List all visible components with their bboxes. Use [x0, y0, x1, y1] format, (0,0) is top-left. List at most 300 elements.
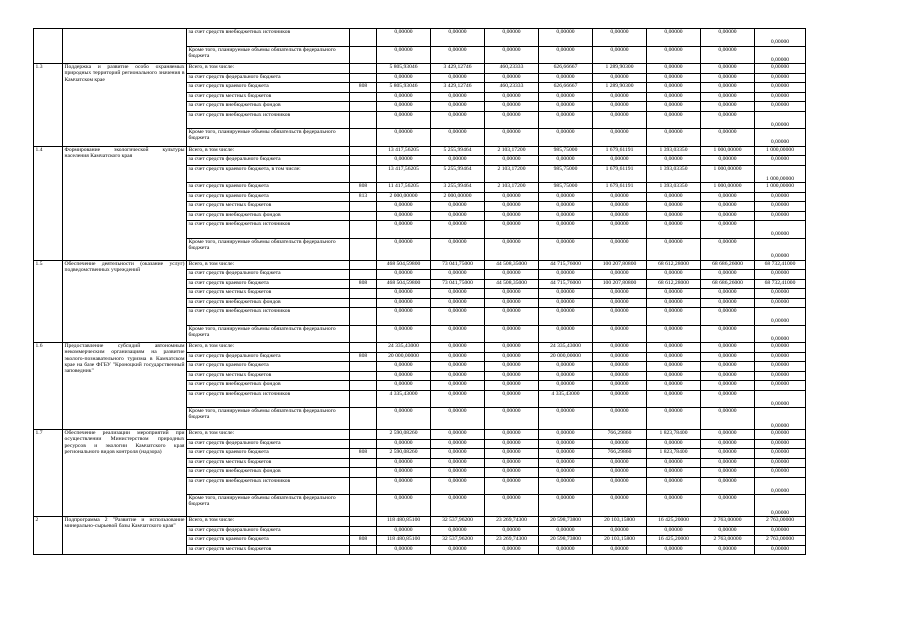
- amount-cell: 3 429,12746: [431, 83, 485, 93]
- table-row: [34, 343, 806, 353]
- amount-cell: 0,00000: [485, 289, 539, 299]
- amount-cell: 44 508,35000: [485, 279, 539, 289]
- amount-cell: 0,00000: [431, 449, 485, 459]
- amount-cell: 0,00000: [431, 381, 485, 391]
- amount-cell: 0,00000: [593, 343, 647, 353]
- funding-source-label: за счет средств местных бюджетов: [187, 92, 350, 102]
- amount-cell: 0,00000: [701, 495, 755, 517]
- budget-code: [350, 211, 377, 221]
- funding-source-label: Всего, в том числе:: [187, 146, 350, 156]
- amount-cell: 0,00000: [755, 211, 806, 221]
- amount-cell: 0,00000: [485, 192, 539, 202]
- amount-cell: 0,00000: [647, 343, 701, 353]
- amount-cell: 0,00000: [755, 381, 806, 391]
- amount-cell: 0,00000: [701, 408, 755, 430]
- amount-cell: 20 598,73800: [539, 536, 593, 546]
- funding-source-label: за счет средств краевого бюджета, в том числе:: [187, 165, 350, 183]
- amount-cell: 468 504,59800: [377, 260, 431, 270]
- funding-source-label: за счет средств краевого бюджета: [187, 362, 350, 372]
- amount-cell: 0,00000: [593, 371, 647, 381]
- amount-cell: 0,00000: [647, 545, 701, 555]
- amount-cell: 20 000,00000: [377, 352, 431, 362]
- amount-cell: 0,00000: [377, 381, 431, 391]
- amount-cell: 0,00000: [431, 343, 485, 353]
- amount-cell: 0,00000: [647, 129, 701, 147]
- funding-source-label: за счет средств внебюджетных источников: [187, 477, 350, 495]
- amount-cell: 0,00000: [593, 29, 647, 47]
- funding-source-label: за счет средств краевого бюджета: [187, 183, 350, 193]
- amount-cell: 0,00000: [377, 468, 431, 478]
- amount-cell: 0,00000: [755, 102, 806, 112]
- amount-cell: 32 537,96200: [431, 517, 485, 527]
- budget-code: [350, 238, 377, 260]
- amount-cell: 0,00000: [755, 439, 806, 449]
- amount-cell: 0,00000: [539, 371, 593, 381]
- amount-cell: 0,00000: [647, 83, 701, 93]
- amount-cell: 0,00000: [755, 362, 806, 372]
- amount-cell: 0,00000: [701, 449, 755, 459]
- item-number: 1.7: [34, 430, 63, 517]
- amount-cell: 0,00000: [485, 238, 539, 260]
- amount-cell: 20 103,15800: [593, 536, 647, 546]
- amount-cell: 0,00000: [485, 221, 539, 239]
- amount-cell: 0,00000: [647, 439, 701, 449]
- amount-cell: 0,00000: [701, 156, 755, 166]
- amount-cell: 0,00000: [647, 408, 701, 430]
- amount-cell: 0,00000: [701, 352, 755, 362]
- amount-cell: 0,00000: [431, 468, 485, 478]
- amount-cell: 0,00000: [539, 468, 593, 478]
- amount-cell: 2 103,17200: [485, 183, 539, 193]
- amount-cell: 0,00000: [701, 458, 755, 468]
- funding-source-label: Кроме того, планируемые объемы обязательств федерального бюджета: [187, 46, 350, 64]
- amount-cell: 0,00000: [485, 545, 539, 555]
- amount-cell: 0,00000: [485, 343, 539, 353]
- amount-cell: 0,00000: [539, 439, 593, 449]
- amount-cell: 0,00000: [539, 477, 593, 495]
- budget-code: [350, 517, 377, 527]
- amount-cell: 0,00000: [377, 211, 431, 221]
- amount-cell: 4 335,43000: [539, 390, 593, 408]
- amount-cell: 0,00000: [485, 46, 539, 64]
- amount-cell: 0,00000: [485, 449, 539, 459]
- budget-code: [350, 371, 377, 381]
- amount-cell: 0,00000: [377, 308, 431, 326]
- table-row: [34, 146, 806, 156]
- amount-cell: 0,00000: [647, 371, 701, 381]
- amount-cell: 1 000,00000: [701, 165, 755, 183]
- amount-cell: 20 000,00000: [539, 352, 593, 362]
- amount-cell: 0,00000: [539, 46, 593, 64]
- budget-code: [350, 325, 377, 343]
- amount-cell: 0,00000: [377, 111, 431, 129]
- amount-cell: 0,00000: [755, 92, 806, 102]
- amount-cell: 2 590,08260: [377, 430, 431, 440]
- item-number: 1.4: [34, 146, 63, 260]
- amount-cell: 118 480,85100: [377, 536, 431, 546]
- funding-source-label: за счет средств местных бюджетов: [187, 202, 350, 212]
- amount-cell: 0,00000: [647, 298, 701, 308]
- amount-cell: 0,00000: [593, 102, 647, 112]
- amount-cell: 0,00000: [755, 526, 806, 536]
- amount-cell: 0,00000: [647, 156, 701, 166]
- amount-cell: 23 269,74300: [485, 517, 539, 527]
- table-row: [34, 430, 806, 440]
- amount-cell: 0,00000: [431, 289, 485, 299]
- amount-cell: 20 103,15800: [593, 517, 647, 527]
- amount-cell: 0,00000: [593, 325, 647, 343]
- amount-cell: 1 000,00000: [701, 183, 755, 193]
- table-row: [34, 29, 806, 47]
- amount-cell: 0,00000: [755, 477, 806, 495]
- amount-cell: 0,00000: [701, 83, 755, 93]
- amount-cell: 0,00000: [593, 211, 647, 221]
- amount-cell: 0,00000: [755, 111, 806, 129]
- amount-cell: 0,00000: [377, 408, 431, 430]
- item-number: 1.5: [34, 260, 63, 343]
- amount-cell: 0,00000: [431, 238, 485, 260]
- amount-cell: 0,00000: [593, 545, 647, 555]
- amount-cell: 0,00000: [539, 270, 593, 280]
- funding-source-label: за счет средств внебюджетных источников: [187, 221, 350, 239]
- amount-cell: 0,00000: [485, 156, 539, 166]
- item-name: Поддержка и развитие особо охраняемых природных территорий регионального значения в Камчатском крае: [63, 64, 187, 147]
- budget-table: [33, 28, 806, 555]
- amount-cell: 0,00000: [593, 221, 647, 239]
- amount-cell: 0,00000: [485, 92, 539, 102]
- amount-cell: 0,00000: [539, 192, 593, 202]
- amount-cell: 5 805,93046: [377, 64, 431, 74]
- amount-cell: 0,00000: [431, 111, 485, 129]
- amount-cell: 626,66667: [539, 64, 593, 74]
- amount-cell: 2 000,00000: [377, 192, 431, 202]
- amount-cell: 0,00000: [647, 381, 701, 391]
- amount-cell: 0,00000: [377, 545, 431, 555]
- amount-cell: 32 537,96200: [431, 536, 485, 546]
- budget-code: [350, 362, 377, 372]
- amount-cell: 3 429,12746: [431, 64, 485, 74]
- amount-cell: 16 425,20000: [647, 536, 701, 546]
- amount-cell: 0,00000: [485, 102, 539, 112]
- amount-cell: 0,00000: [431, 298, 485, 308]
- amount-cell: 68 686,26000: [701, 279, 755, 289]
- item-number: 2: [34, 517, 63, 555]
- amount-cell: 0,00000: [539, 238, 593, 260]
- amount-cell: 0,00000: [431, 458, 485, 468]
- amount-cell: 0,00000: [539, 102, 593, 112]
- amount-cell: 0,00000: [593, 92, 647, 102]
- amount-cell: 0,00000: [701, 73, 755, 83]
- amount-cell: 0,00000: [755, 64, 806, 74]
- amount-cell: 0,00000: [593, 238, 647, 260]
- amount-cell: 0,00000: [593, 202, 647, 212]
- budget-code: [350, 439, 377, 449]
- amount-cell: 0,00000: [431, 308, 485, 326]
- amount-cell: 0,00000: [539, 381, 593, 391]
- amount-cell: 0,00000: [485, 325, 539, 343]
- budget-code: [350, 129, 377, 147]
- funding-source-label: за счет средств внебюджетных фондов: [187, 102, 350, 112]
- amount-cell: 0,00000: [377, 202, 431, 212]
- amount-cell: 0,00000: [539, 221, 593, 239]
- amount-cell: 100 207,80800: [593, 260, 647, 270]
- amount-cell: 0,00000: [485, 477, 539, 495]
- amount-cell: 0,00000: [377, 238, 431, 260]
- budget-code: [350, 221, 377, 239]
- funding-source-label: за счет средств местных бюджетов: [187, 289, 350, 299]
- amount-cell: 0,00000: [701, 545, 755, 555]
- amount-cell: 0,00000: [485, 308, 539, 326]
- amount-cell: 0,00000: [647, 270, 701, 280]
- funding-source-label: Кроме того, планируемые объемы обязательств федерального бюджета: [187, 325, 350, 343]
- amount-cell: 0,00000: [377, 102, 431, 112]
- amount-cell: 0,00000: [647, 362, 701, 372]
- amount-cell: 0,00000: [701, 289, 755, 299]
- amount-cell: 1 679,61191: [593, 146, 647, 156]
- budget-code: 808: [350, 83, 377, 93]
- amount-cell: 0,00000: [431, 92, 485, 102]
- amount-cell: 0,00000: [593, 270, 647, 280]
- amount-cell: 0,00000: [485, 526, 539, 536]
- amount-cell: 0,00000: [593, 298, 647, 308]
- amount-cell: 0,00000: [701, 439, 755, 449]
- amount-cell: 0,00000: [431, 477, 485, 495]
- amount-cell: 0,00000: [431, 362, 485, 372]
- amount-cell: 985,75000: [539, 183, 593, 193]
- amount-cell: 0,00000: [593, 46, 647, 64]
- amount-cell: 0,00000: [701, 477, 755, 495]
- amount-cell: 0,00000: [431, 325, 485, 343]
- budget-code: 808: [350, 279, 377, 289]
- amount-cell: 0,00000: [539, 298, 593, 308]
- budget-code: [350, 260, 377, 270]
- budget-code: [350, 111, 377, 129]
- amount-cell: 0,00000: [755, 192, 806, 202]
- amount-cell: 5 805,93046: [377, 83, 431, 93]
- budget-table-body: [34, 29, 806, 555]
- amount-cell: 0,00000: [647, 308, 701, 326]
- funding-source-label: Кроме того, планируемые объемы обязательств федерального бюджета: [187, 495, 350, 517]
- amount-cell: 2 103,17200: [485, 165, 539, 183]
- amount-cell: 0,00000: [377, 129, 431, 147]
- funding-source-label: Всего, в том числе:: [187, 343, 350, 353]
- amount-cell: 0,00000: [755, 352, 806, 362]
- amount-cell: 0,00000: [431, 439, 485, 449]
- amount-cell: 2 590,08260: [377, 449, 431, 459]
- amount-cell: 5 255,99464: [431, 165, 485, 183]
- funding-source-label: за счет средств краевого бюджета: [187, 279, 350, 289]
- amount-cell: 0,00000: [647, 390, 701, 408]
- amount-cell: 1 393,03350: [647, 146, 701, 156]
- amount-cell: 0,00000: [647, 495, 701, 517]
- amount-cell: 0,00000: [377, 439, 431, 449]
- amount-cell: 0,00000: [485, 390, 539, 408]
- amount-cell: 0,00000: [431, 270, 485, 280]
- budget-code: [350, 545, 377, 555]
- amount-cell: 0,00000: [431, 202, 485, 212]
- amount-cell: 13 417,56205: [377, 146, 431, 156]
- budget-code: [350, 408, 377, 430]
- amount-cell: 73 041,75000: [431, 279, 485, 289]
- amount-cell: 0,00000: [647, 221, 701, 239]
- amount-cell: 0,00000: [701, 111, 755, 129]
- budget-code: [350, 46, 377, 64]
- amount-cell: 0,00000: [701, 211, 755, 221]
- budget-code: 813: [350, 192, 377, 202]
- amount-cell: 0,00000: [377, 325, 431, 343]
- amount-cell: 0,00000: [701, 46, 755, 64]
- amount-cell: 0,00000: [593, 468, 647, 478]
- amount-cell: 16 425,20000: [647, 517, 701, 527]
- budget-code: [350, 29, 377, 47]
- amount-cell: 0,00000: [431, 211, 485, 221]
- amount-cell: 0,00000: [377, 156, 431, 166]
- amount-cell: 44 715,76000: [539, 260, 593, 270]
- amount-cell: 0,00000: [755, 343, 806, 353]
- amount-cell: 2 103,17200: [485, 146, 539, 156]
- amount-cell: 0,00000: [755, 495, 806, 517]
- amount-cell: 2 763,00000: [755, 517, 806, 527]
- amount-cell: 460,23333: [485, 83, 539, 93]
- amount-cell: 0,00000: [701, 298, 755, 308]
- amount-cell: 1 393,03350: [647, 165, 701, 183]
- item-name: Предоставление субсидий автономным некоммерческим организациям на развитие эколого-познавательного туризма в Камчатском крае на базе ФГБУ "Кроноцкий государственный заповедник": [63, 343, 187, 430]
- amount-cell: 0,00000: [431, 102, 485, 112]
- budget-code: [350, 343, 377, 353]
- amount-cell: 0,00000: [701, 92, 755, 102]
- amount-cell: 68 612,28000: [647, 279, 701, 289]
- funding-source-label: за счет средств внебюджетных источников: [187, 111, 350, 129]
- amount-cell: 0,00000: [593, 156, 647, 166]
- amount-cell: 0,00000: [701, 430, 755, 440]
- amount-cell: 13 417,56205: [377, 165, 431, 183]
- amount-cell: 0,00000: [431, 408, 485, 430]
- amount-cell: 0,00000: [647, 29, 701, 47]
- amount-cell: 0,00000: [485, 270, 539, 280]
- amount-cell: 0,00000: [593, 458, 647, 468]
- amount-cell: 100 207,80800: [593, 279, 647, 289]
- amount-cell: 0,00000: [593, 73, 647, 83]
- amount-cell: 0,00000: [593, 129, 647, 147]
- funding-source-label: за счет средств внебюджетных источников: [187, 390, 350, 408]
- amount-cell: 460,23333: [485, 64, 539, 74]
- amount-cell: 0,00000: [755, 430, 806, 440]
- amount-cell: 0,00000: [755, 390, 806, 408]
- budget-code: [350, 64, 377, 74]
- amount-cell: 766,29860: [593, 449, 647, 459]
- amount-cell: 0,00000: [701, 202, 755, 212]
- amount-cell: 0,00000: [431, 390, 485, 408]
- budget-code: [350, 298, 377, 308]
- amount-cell: 985,75000: [539, 146, 593, 156]
- amount-cell: 0,00000: [431, 352, 485, 362]
- funding-source-label: Всего, в том числе:: [187, 517, 350, 527]
- amount-cell: 0,00000: [539, 73, 593, 83]
- amount-cell: 766,29860: [593, 430, 647, 440]
- funding-source-label: Кроме того, планируемые объемы обязательств федерального бюджета: [187, 129, 350, 147]
- amount-cell: 0,00000: [485, 430, 539, 440]
- amount-cell: 0,00000: [755, 238, 806, 260]
- funding-source-label: за счет средств внебюджетных фондов: [187, 468, 350, 478]
- budget-code: [350, 477, 377, 495]
- amount-cell: 0,00000: [539, 211, 593, 221]
- funding-source-label: за счет средств федерального бюджета: [187, 156, 350, 166]
- amount-cell: 0,00000: [755, 156, 806, 166]
- amount-cell: 1 289,90300: [593, 83, 647, 93]
- funding-source-label: за счет средств местных бюджетов: [187, 545, 350, 555]
- amount-cell: 0,00000: [701, 192, 755, 202]
- funding-source-label: Кроме того, планируемые объемы обязательств федерального бюджета: [187, 238, 350, 260]
- amount-cell: 68 732,41000: [755, 260, 806, 270]
- amount-cell: 0,00000: [701, 343, 755, 353]
- amount-cell: 0,00000: [539, 458, 593, 468]
- amount-cell: 0,00000: [755, 308, 806, 326]
- amount-cell: 0,00000: [701, 381, 755, 391]
- funding-source-label: Всего, в том числе:: [187, 64, 350, 74]
- amount-cell: 0,00000: [755, 46, 806, 64]
- amount-cell: 44 508,35000: [485, 260, 539, 270]
- amount-cell: 0,00000: [377, 46, 431, 64]
- amount-cell: 0,00000: [431, 29, 485, 47]
- item-name: Формирование экологической культуры населения Камчатского края: [63, 146, 187, 260]
- table-row: [34, 260, 806, 270]
- amount-cell: 0,00000: [593, 192, 647, 202]
- amount-cell: 1 679,61191: [593, 165, 647, 183]
- budget-document-page: [33, 28, 806, 555]
- amount-cell: 0,00000: [593, 362, 647, 372]
- amount-cell: 68 612,28000: [647, 260, 701, 270]
- amount-cell: 1 000,00000: [701, 146, 755, 156]
- amount-cell: 1 000,00000: [755, 183, 806, 193]
- amount-cell: 0,00000: [755, 468, 806, 478]
- amount-cell: 0,00000: [755, 221, 806, 239]
- amount-cell: 0,00000: [593, 352, 647, 362]
- amount-cell: 0,00000: [755, 73, 806, 83]
- amount-cell: 0,00000: [701, 270, 755, 280]
- amount-cell: 0,00000: [755, 371, 806, 381]
- budget-code: [350, 165, 377, 183]
- amount-cell: 0,00000: [647, 289, 701, 299]
- amount-cell: 0,00000: [431, 371, 485, 381]
- amount-cell: 0,00000: [485, 468, 539, 478]
- amount-cell: 0,00000: [485, 362, 539, 372]
- amount-cell: 5 255,99464: [431, 146, 485, 156]
- amount-cell: 0,00000: [539, 325, 593, 343]
- amount-cell: 0,00000: [539, 526, 593, 536]
- amount-cell: 0,00000: [593, 289, 647, 299]
- amount-cell: 0,00000: [701, 390, 755, 408]
- amount-cell: 20 598,73800: [539, 517, 593, 527]
- amount-cell: 0,00000: [485, 439, 539, 449]
- amount-cell: 0,00000: [377, 526, 431, 536]
- amount-cell: 24 335,43000: [377, 343, 431, 353]
- amount-cell: 0,00000: [755, 325, 806, 343]
- amount-cell: 0,00000: [647, 352, 701, 362]
- amount-cell: 0,00000: [377, 221, 431, 239]
- amount-cell: 0,00000: [485, 202, 539, 212]
- item-number: 1.3: [34, 64, 63, 147]
- budget-code: [350, 381, 377, 391]
- amount-cell: 0,00000: [539, 202, 593, 212]
- funding-source-label: за счет средств краевого бюджета: [187, 449, 350, 459]
- budget-code: [350, 468, 377, 478]
- amount-cell: 0,00000: [431, 156, 485, 166]
- amount-cell: 0,00000: [377, 29, 431, 47]
- amount-cell: 0,00000: [647, 238, 701, 260]
- budget-code: [350, 495, 377, 517]
- amount-cell: 626,66667: [539, 83, 593, 93]
- funding-source-label: за счет средств внебюджетных источников: [187, 29, 350, 47]
